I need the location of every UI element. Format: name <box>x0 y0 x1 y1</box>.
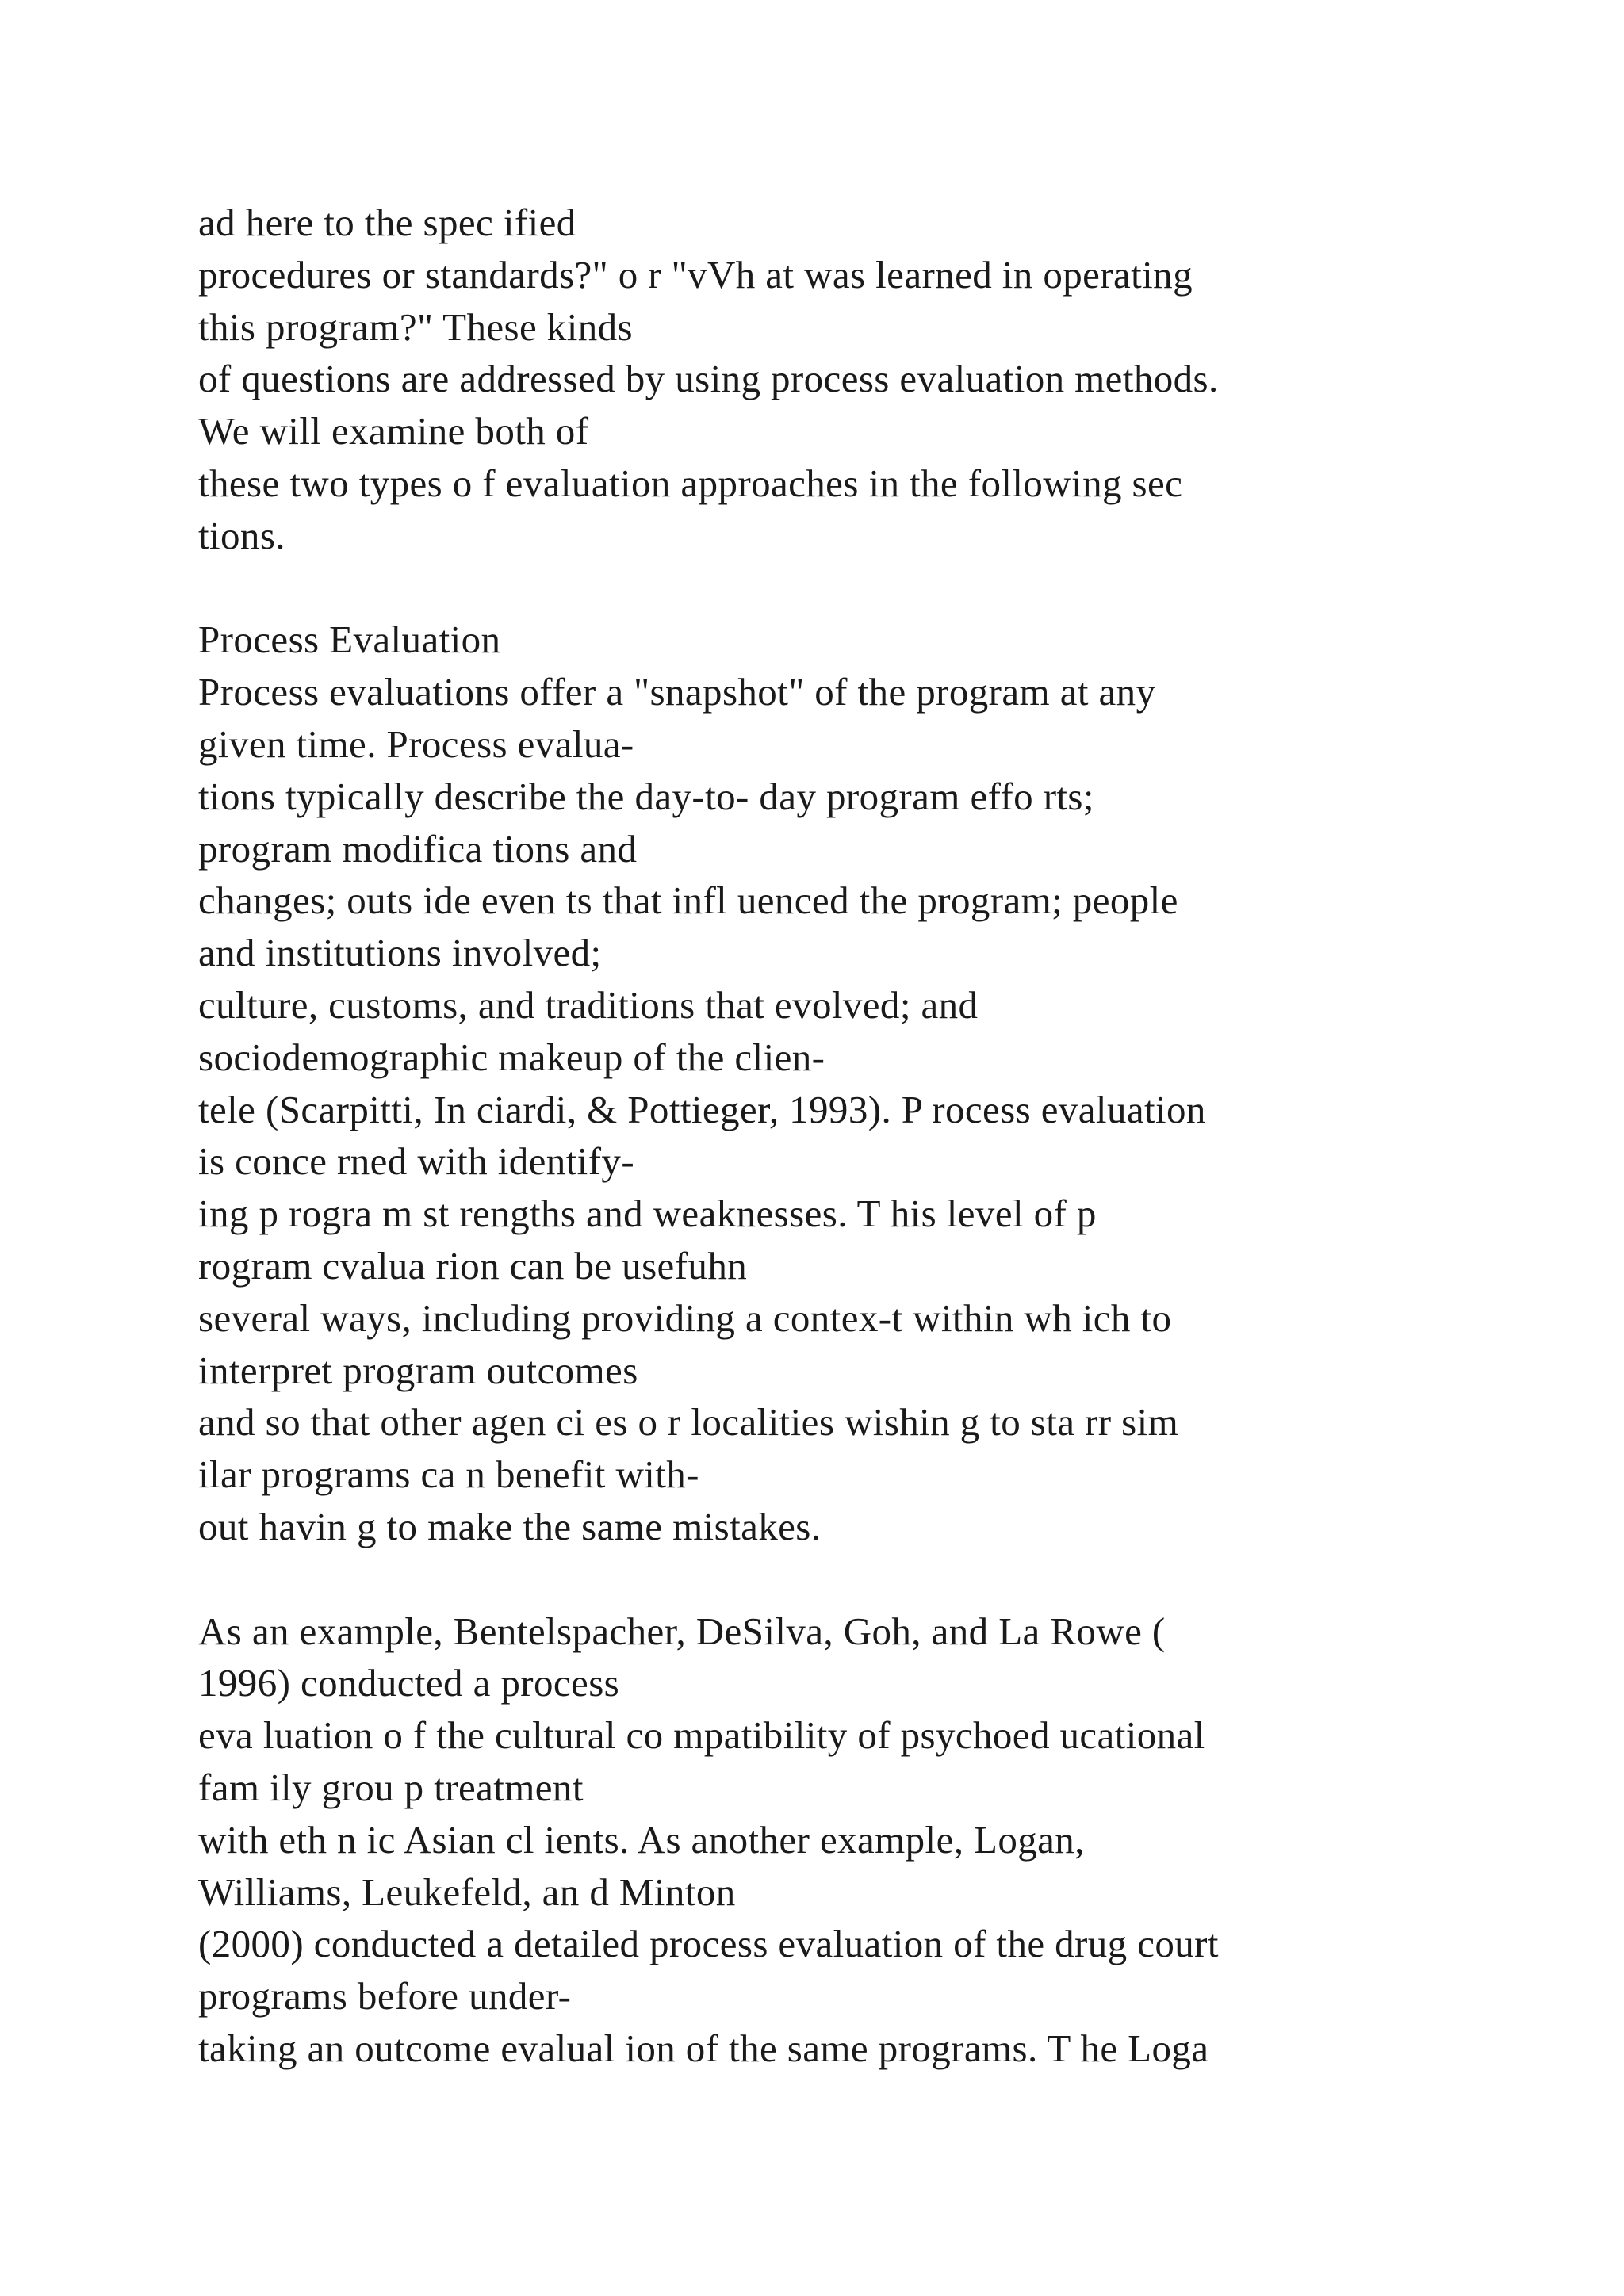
text-line: ad here to the spec ified <box>198 201 576 244</box>
text-line: of questions are addressed by using process evaluation methods. <box>198 357 1219 401</box>
text-line: this program?" These kinds <box>198 304 633 349</box>
text-line: with eth n ic Asian cl ients. As another example, Logan, <box>198 1817 1085 1862</box>
text-line: is conce rned with identify- <box>198 1139 635 1184</box>
paragraph-gap <box>198 1553 1546 1605</box>
text-line: tions typically describe the day-to- day program effo rts; <box>198 774 1094 818</box>
document-body <box>198 197 1546 2075</box>
paragraph-process-evaluation <box>198 666 1546 1553</box>
paragraph-examples <box>198 1605 1546 2075</box>
text-line: culture, customs, and traditions that evolved; and <box>198 982 979 1027</box>
text-line: (2000) conducted a detailed process evaluation of the drug court <box>198 1922 1219 1966</box>
text-line: 1996) conducted a process <box>198 1661 620 1705</box>
text-line: tele (Scarpitti, In ciardi, & Pottieger, 1993). P rocess evaluation <box>198 1087 1206 1131</box>
section-heading: Process Evaluation <box>198 618 501 662</box>
text-line: out havin g to make the same mistakes. <box>198 1504 822 1548</box>
text-line: As an example, Bentelspacher, DeSilva, Goh, and La Rowe ( <box>198 1609 1166 1653</box>
text-line: eva luation o f the cultural co mpatibility of psychoed ucational <box>198 1713 1205 1758</box>
text-line: sociodemographic makeup of the clien- <box>198 1035 825 1079</box>
text-line: changes; outs ide even ts that infl uenced the program; people <box>198 878 1178 923</box>
text-line: taking an outcome evalual ion of the same programs. T he Loga <box>198 2026 1209 2070</box>
text-line: We will examine both of <box>198 409 589 453</box>
text-line: several ways, including providing a contex-t within wh ich to <box>198 1295 1172 1340</box>
text-line: ing p rogra m st rengths and weaknesses. T his level of p <box>198 1192 1097 1236</box>
text-line: and institutions involved; <box>198 931 602 975</box>
text-line: ilar programs ca n benefit with- <box>198 1452 699 1497</box>
text-line: rogram cvalua rion can be usefuhn <box>198 1243 748 1288</box>
paragraph-intro <box>198 197 1546 562</box>
text-line: Process evaluations offer a "snapshot" of the program at any <box>198 670 1156 714</box>
text-line: program modifica tions and <box>198 826 638 871</box>
text-line: Williams, Leukefeld, an d Minton <box>198 1869 736 1914</box>
text-line: and so that other agen ci es o r localities wishin g to sta rr sim <box>198 1400 1179 1445</box>
text-line: tions. <box>198 513 285 557</box>
text-line: these two types o f evaluation approaches in the following sec <box>198 461 1183 505</box>
text-line: programs before under- <box>198 1974 572 2019</box>
paragraph-gap <box>198 562 1546 614</box>
text-line: interpret program outcomes <box>198 1348 638 1392</box>
text-line: procedures or standards?" o r "vVh at was learned in operating <box>198 252 1193 297</box>
text-line: given time. Process evalua- <box>198 721 634 766</box>
text-line: fam ily grou p treatment <box>198 1765 584 1809</box>
